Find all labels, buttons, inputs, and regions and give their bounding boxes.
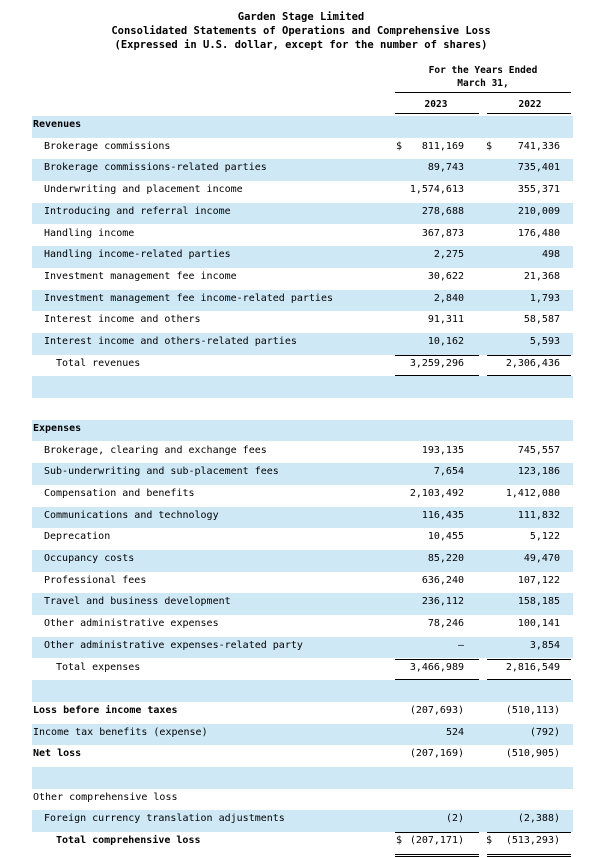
row-label: Other administrative expenses xyxy=(44,618,219,630)
table-row xyxy=(32,203,573,225)
value-2023: (207,169) xyxy=(409,748,464,760)
value-2022: 498 xyxy=(541,249,560,261)
row-label: Handling income xyxy=(44,227,135,239)
year-2022-heading: 2022 xyxy=(518,99,542,110)
value-2023: (207,171) xyxy=(409,835,464,847)
value-2022: 158,185 xyxy=(517,596,560,608)
row-label: Investment management fee income-related parties xyxy=(44,292,333,304)
table-row xyxy=(32,615,573,637)
double-rule xyxy=(395,854,479,857)
row-label: Brokerage commissions xyxy=(44,140,171,152)
table-row xyxy=(32,181,573,203)
value-2022: 735,401 xyxy=(517,162,560,174)
subtotal-rule xyxy=(487,659,571,660)
statement-subtitle: (Expressed in U.S. dollar, except for the number of shares) xyxy=(114,39,488,51)
table-row xyxy=(32,268,573,290)
value-2022: (510,905) xyxy=(505,748,560,760)
row-label: Underwriting and placement income xyxy=(44,184,243,196)
spacer-row xyxy=(32,376,573,398)
row-label: Interest income and others-related parties xyxy=(44,336,297,347)
currency-symbol: $ xyxy=(486,140,493,152)
value-2022: 21,368 xyxy=(523,270,560,282)
table-row xyxy=(32,572,573,594)
subtotal-rule xyxy=(395,832,479,833)
value-2023: 91,311 xyxy=(427,314,464,326)
value-2023: 116,435 xyxy=(421,509,464,521)
value-2022: 5,122 xyxy=(529,531,560,543)
period-line2: March 31, xyxy=(457,78,509,89)
table-row xyxy=(32,507,573,529)
value-2023: 811,169 xyxy=(421,140,464,152)
value-2023: 2,103,492 xyxy=(409,487,464,499)
table-row xyxy=(32,442,573,464)
table-row xyxy=(32,702,573,724)
subtotal-rule xyxy=(395,659,479,660)
value-2022: 2,816,549 xyxy=(505,661,560,673)
value-2023: 89,743 xyxy=(427,162,464,174)
value-2022: 355,371 xyxy=(517,184,560,196)
row-label: Total comprehensive loss xyxy=(56,835,201,847)
row-label: Revenues xyxy=(33,119,82,130)
currency-symbol: $ xyxy=(396,835,403,847)
value-2023: — xyxy=(457,639,464,651)
row-label: Brokerage, clearing and exchange fees xyxy=(44,444,267,456)
value-2022: 100,141 xyxy=(517,618,560,630)
value-2023: 7,654 xyxy=(433,466,464,478)
value-2022: 1,412,080 xyxy=(505,487,560,499)
subtotal-rule xyxy=(487,355,571,356)
row-label: Expenses xyxy=(33,422,82,434)
table-row xyxy=(32,463,573,485)
row-label: Other administrative expenses-related party xyxy=(44,639,303,651)
row-label: Brokerage commissions-related parties xyxy=(44,162,267,174)
value-2022: 123,186 xyxy=(517,466,560,478)
period-heading xyxy=(395,64,571,90)
spacer-row xyxy=(32,398,573,420)
spacer-row xyxy=(32,680,573,702)
value-2023: 193,135 xyxy=(421,444,464,456)
row-label: Handling income-related parties xyxy=(44,249,231,261)
table-row xyxy=(32,355,573,377)
row-label: Introducing and referral income xyxy=(44,205,231,217)
value-2023: 2,275 xyxy=(433,249,464,261)
row-label: Professional fees xyxy=(44,574,147,586)
table-row xyxy=(32,485,573,507)
row-label: Foreign currency translation adjustments xyxy=(44,813,285,825)
value-2022: 210,009 xyxy=(517,205,560,217)
table-row xyxy=(32,745,573,767)
value-2022: 745,557 xyxy=(517,444,560,456)
year2-underline xyxy=(487,113,571,114)
value-2023: 636,240 xyxy=(421,574,464,586)
value-2023: 278,688 xyxy=(421,205,464,217)
value-2023: (2) xyxy=(445,813,464,825)
row-label: Total expenses xyxy=(56,661,141,673)
value-2022: 1,793 xyxy=(529,292,560,304)
table-row xyxy=(32,333,573,355)
value-2023: 2,840 xyxy=(433,292,464,304)
value-2023: 10,162 xyxy=(427,336,464,347)
value-2023: 367,873 xyxy=(421,227,464,239)
value-2023: 1,574,613 xyxy=(409,184,464,196)
table-row xyxy=(32,810,573,832)
value-2022: 107,122 xyxy=(517,574,560,586)
value-2022: 111,832 xyxy=(517,509,560,521)
row-label: Net loss xyxy=(33,748,82,760)
row-label: Deprecation xyxy=(44,531,111,543)
statement-title: Consolidated Statements of Operations and Comprehensive Loss xyxy=(111,25,491,37)
value-2022: (792) xyxy=(529,726,560,738)
row-label: Interest income and others xyxy=(44,314,201,326)
value-2023: 3,259,296 xyxy=(409,357,464,369)
value-2022: 3,854 xyxy=(529,639,560,651)
table-row xyxy=(32,246,573,268)
row-label: Income tax benefits (expense) xyxy=(33,726,208,738)
table-row xyxy=(32,159,573,181)
table-row xyxy=(32,138,573,160)
row-label: Sub-underwriting and sub-placement fees xyxy=(44,466,279,478)
row-label: Loss before income taxes xyxy=(33,704,178,716)
value-2023: 10,455 xyxy=(427,531,464,543)
double-rule xyxy=(487,854,571,857)
value-2022: 741,336 xyxy=(517,140,560,152)
company-name: Garden Stage Limited xyxy=(237,11,365,23)
value-2023: 3,466,989 xyxy=(409,661,464,673)
value-2023: 30,622 xyxy=(427,270,464,282)
row-label: Compensation and benefits xyxy=(44,487,195,499)
section-header xyxy=(32,420,573,442)
row-label: Other comprehensive loss xyxy=(33,791,178,803)
currency-symbol: $ xyxy=(396,140,403,152)
row-label: Travel and business development xyxy=(44,596,231,608)
section-header xyxy=(32,116,573,138)
row-label: Total revenues xyxy=(56,357,141,369)
table-row xyxy=(32,789,573,811)
value-2022: 176,480 xyxy=(517,227,560,239)
value-2023: 524 xyxy=(445,726,464,738)
value-2023: 85,220 xyxy=(427,553,464,564)
value-2022: 58,587 xyxy=(523,314,560,326)
table-row xyxy=(32,659,573,681)
table-row xyxy=(32,724,573,746)
table-row xyxy=(32,637,573,659)
value-2023: (207,693) xyxy=(409,704,464,716)
table-row xyxy=(32,550,573,572)
value-2022: (2,388) xyxy=(517,813,560,825)
table-row xyxy=(32,290,573,312)
report-header xyxy=(0,10,602,52)
value-2022: 5,593 xyxy=(529,336,560,347)
value-2023: 78,246 xyxy=(427,618,464,630)
period-line1: For the Years Ended xyxy=(428,65,538,76)
value-2022: 49,470 xyxy=(523,553,560,564)
year1-underline xyxy=(395,113,479,114)
value-2022: (513,293) xyxy=(505,835,560,847)
value-2022: 2,306,436 xyxy=(505,357,560,369)
row-label: Communications and technology xyxy=(44,509,219,521)
table-row xyxy=(32,593,573,615)
subtotal-rule xyxy=(487,832,571,833)
subtotal-rule xyxy=(395,355,479,356)
table-row xyxy=(32,528,573,550)
year-2023-heading: 2023 xyxy=(424,99,448,110)
spacer-row xyxy=(32,767,573,789)
row-label: Investment management fee income xyxy=(44,270,237,282)
currency-symbol: $ xyxy=(486,835,493,847)
value-2022: (510,113) xyxy=(505,704,560,716)
table-row xyxy=(32,225,573,247)
value-2023: 236,112 xyxy=(421,596,464,608)
table-row xyxy=(32,832,573,854)
period-underline xyxy=(395,92,571,93)
row-label: Occupancy costs xyxy=(44,553,135,564)
table-row xyxy=(32,311,573,333)
